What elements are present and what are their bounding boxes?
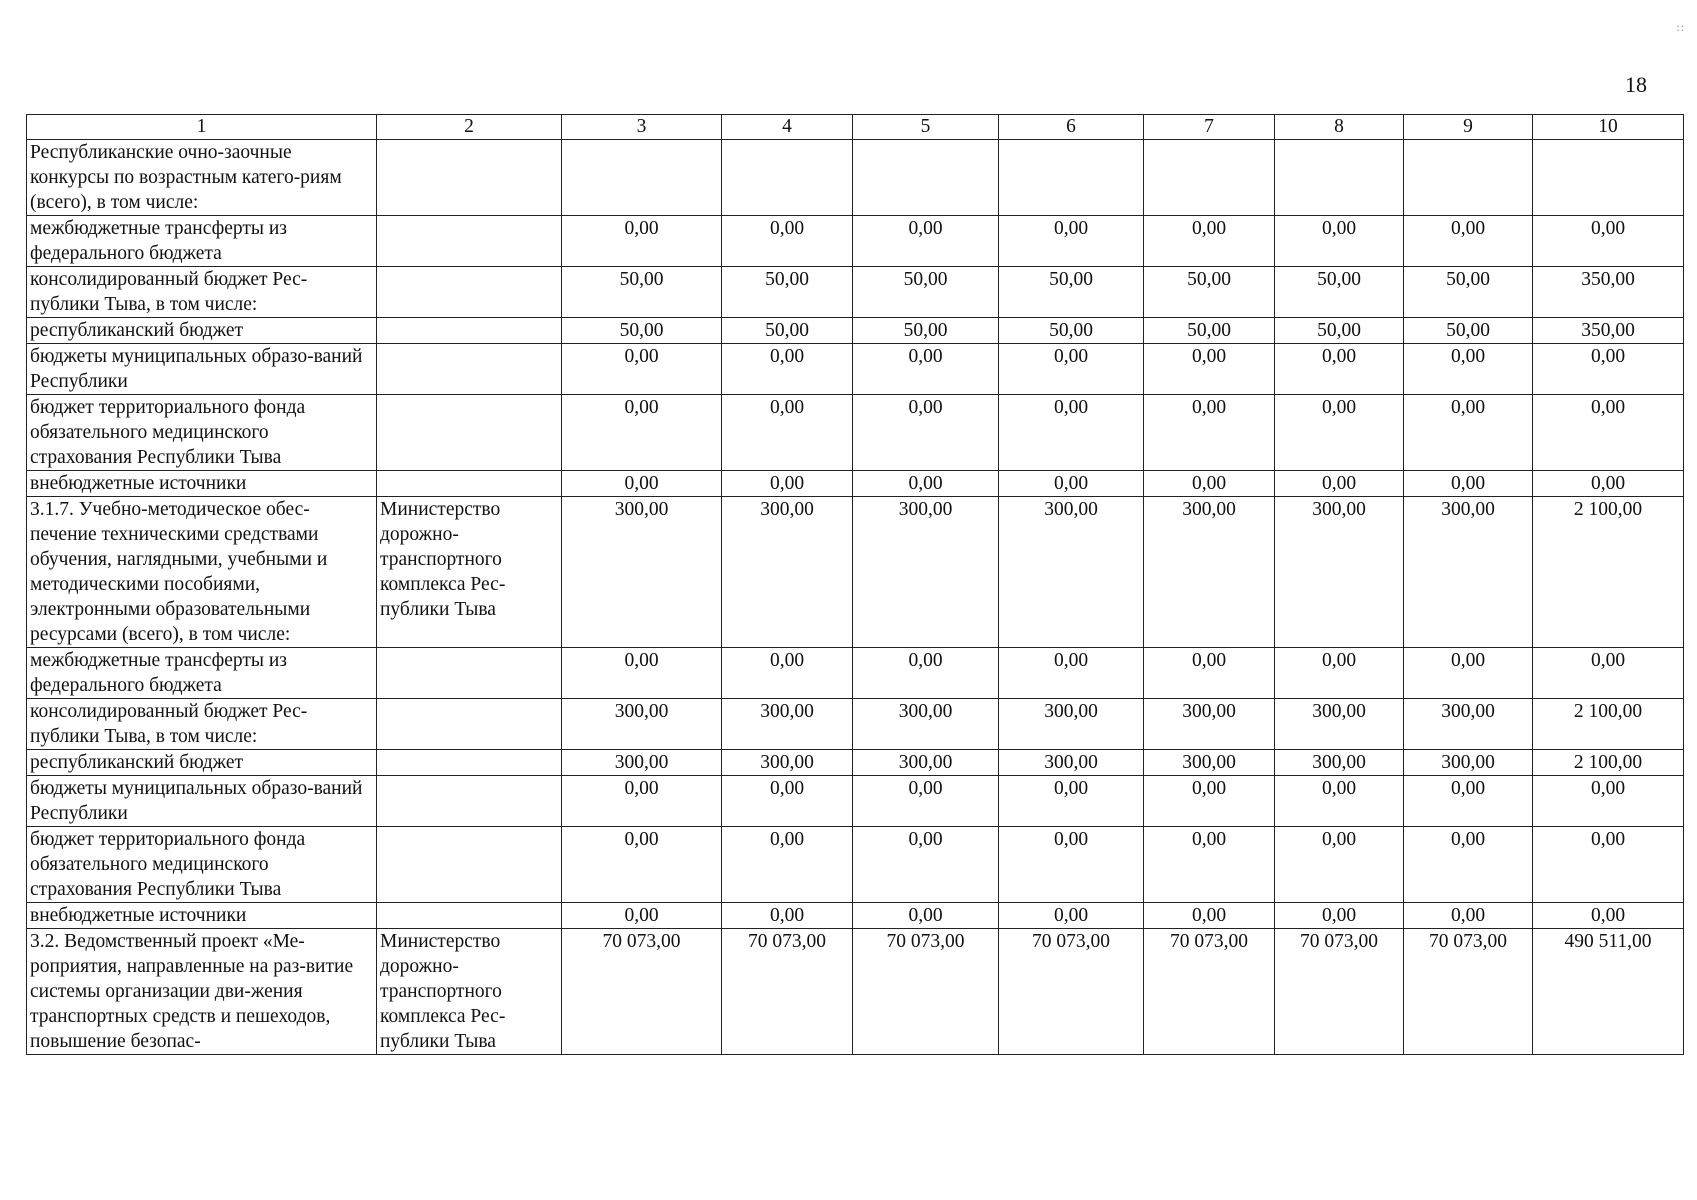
year-value-cell: 0,00 xyxy=(1275,827,1404,903)
year-value-cell: 0,00 xyxy=(1404,827,1533,903)
row-label-cell: межбюджетные трансферты из федерального бюджета xyxy=(27,216,377,267)
year-value-cell: 50,00 xyxy=(1275,267,1404,318)
year-value-cell xyxy=(1404,140,1533,216)
total-value-cell: 2 100,00 xyxy=(1533,699,1684,750)
row-label-cell: консолидированный бюджет Рес-публики Тыва, в том числе: xyxy=(27,699,377,750)
year-value-cell: 50,00 xyxy=(1275,318,1404,344)
total-value-cell: 490 511,00 xyxy=(1533,929,1684,1055)
year-value-cell: 0,00 xyxy=(853,648,999,699)
row-label-cell: внебюджетные источники xyxy=(27,903,377,929)
year-value-cell: 300,00 xyxy=(1144,750,1275,776)
executor-cell xyxy=(377,395,562,471)
year-value-cell: 50,00 xyxy=(722,267,853,318)
year-value-cell: 0,00 xyxy=(999,648,1144,699)
year-value-cell: 0,00 xyxy=(722,395,853,471)
row-label-cell: Республиканские очно-заочные конкурсы по возрастным катего-риям (всего), в том числе: xyxy=(27,140,377,216)
year-value-cell xyxy=(562,140,722,216)
year-value-cell: 50,00 xyxy=(562,267,722,318)
year-value-cell: 0,00 xyxy=(562,776,722,827)
year-value-cell: 300,00 xyxy=(853,699,999,750)
year-value-cell: 0,00 xyxy=(722,471,853,497)
column-number-row xyxy=(27,115,1684,140)
table-row xyxy=(27,827,1684,903)
executor-cell xyxy=(377,827,562,903)
table-row xyxy=(27,395,1684,471)
year-value-cell: 70 073,00 xyxy=(1404,929,1533,1055)
year-value-cell: 0,00 xyxy=(1404,776,1533,827)
total-value-cell: 2 100,00 xyxy=(1533,497,1684,648)
year-value-cell: 0,00 xyxy=(1404,903,1533,929)
year-value-cell: 0,00 xyxy=(1404,471,1533,497)
year-value-cell: 0,00 xyxy=(722,776,853,827)
year-value-cell: 70 073,00 xyxy=(999,929,1144,1055)
year-value-cell: 0,00 xyxy=(853,903,999,929)
year-value-cell: 0,00 xyxy=(562,344,722,395)
year-value-cell: 50,00 xyxy=(999,267,1144,318)
year-value-cell: 300,00 xyxy=(999,750,1144,776)
total-value-cell: 2 100,00 xyxy=(1533,750,1684,776)
year-value-cell: 50,00 xyxy=(853,318,999,344)
total-value-cell: 0,00 xyxy=(1533,471,1684,497)
year-value-cell: 300,00 xyxy=(1275,497,1404,648)
table-row xyxy=(27,750,1684,776)
year-value-cell: 300,00 xyxy=(1404,699,1533,750)
year-value-cell: 0,00 xyxy=(853,471,999,497)
year-value-cell: 70 073,00 xyxy=(853,929,999,1055)
year-value-cell: 300,00 xyxy=(853,497,999,648)
year-value-cell: 50,00 xyxy=(999,318,1144,344)
executor-cell xyxy=(377,216,562,267)
year-value-cell: 0,00 xyxy=(1144,216,1275,267)
row-label-cell: внебюджетные источники xyxy=(27,471,377,497)
row-label-cell: бюджеты муниципальных образо-ваний Республики xyxy=(27,776,377,827)
executor-cell: Министерство дорожно-транспортного комплекса Рес-публики Тыва xyxy=(377,497,562,648)
column-header: 10 xyxy=(1533,115,1684,140)
column-header: 9 xyxy=(1404,115,1533,140)
year-value-cell: 0,00 xyxy=(562,395,722,471)
year-value-cell: 70 073,00 xyxy=(1144,929,1275,1055)
table-row xyxy=(27,699,1684,750)
year-value-cell: 300,00 xyxy=(853,750,999,776)
year-value-cell: 300,00 xyxy=(1275,699,1404,750)
column-header: 3 xyxy=(562,115,722,140)
total-value-cell: 0,00 xyxy=(1533,648,1684,699)
year-value-cell: 0,00 xyxy=(1404,344,1533,395)
column-header: 1 xyxy=(27,115,377,140)
table-row xyxy=(27,903,1684,929)
year-value-cell xyxy=(999,140,1144,216)
year-value-cell: 0,00 xyxy=(1275,344,1404,395)
year-value-cell: 0,00 xyxy=(722,903,853,929)
year-value-cell: 0,00 xyxy=(722,827,853,903)
table-row xyxy=(27,216,1684,267)
year-value-cell: 50,00 xyxy=(722,318,853,344)
total-value-cell: 350,00 xyxy=(1533,318,1684,344)
year-value-cell: 300,00 xyxy=(722,750,853,776)
year-value-cell: 0,00 xyxy=(999,827,1144,903)
row-label-cell: республиканский бюджет xyxy=(27,318,377,344)
executor-cell xyxy=(377,471,562,497)
year-value-cell: 50,00 xyxy=(1404,267,1533,318)
year-value-cell: 0,00 xyxy=(722,648,853,699)
year-value-cell: 300,00 xyxy=(999,497,1144,648)
row-label-cell: 3.1.7. Учебно-методическое обес-печение техническими средствами обучения, наглядными, учебными и методическими пособиями, электронными образовательными ресурсами (всего), в том числе: xyxy=(27,497,377,648)
executor-cell xyxy=(377,344,562,395)
corner-mark: :: xyxy=(1676,20,1685,34)
table-row xyxy=(27,140,1684,216)
year-value-cell: 300,00 xyxy=(999,699,1144,750)
year-value-cell: 0,00 xyxy=(1275,776,1404,827)
table-row xyxy=(27,497,1684,648)
year-value-cell: 300,00 xyxy=(1275,750,1404,776)
year-value-cell xyxy=(1275,140,1404,216)
year-value-cell: 0,00 xyxy=(999,776,1144,827)
row-label-cell: бюджет территориального фонда обязательного медицинского страхования Республики Тыва xyxy=(27,827,377,903)
year-value-cell: 0,00 xyxy=(1275,395,1404,471)
executor-cell xyxy=(377,140,562,216)
year-value-cell: 300,00 xyxy=(562,699,722,750)
table-row xyxy=(27,344,1684,395)
year-value-cell: 70 073,00 xyxy=(722,929,853,1055)
column-header: 6 xyxy=(999,115,1144,140)
year-value-cell xyxy=(853,140,999,216)
year-value-cell: 0,00 xyxy=(999,395,1144,471)
executor-cell xyxy=(377,903,562,929)
year-value-cell: 0,00 xyxy=(1144,395,1275,471)
year-value-cell: 0,00 xyxy=(722,344,853,395)
executor-cell xyxy=(377,648,562,699)
total-value-cell: 0,00 xyxy=(1533,827,1684,903)
year-value-cell: 0,00 xyxy=(1144,471,1275,497)
year-value-cell: 0,00 xyxy=(853,344,999,395)
year-value-cell: 0,00 xyxy=(562,471,722,497)
year-value-cell: 0,00 xyxy=(1275,648,1404,699)
year-value-cell: 0,00 xyxy=(853,776,999,827)
row-label-cell: бюджет территориального фонда обязательного медицинского страхования Республики Тыва xyxy=(27,395,377,471)
total-value-cell: 0,00 xyxy=(1533,776,1684,827)
year-value-cell: 0,00 xyxy=(1144,648,1275,699)
total-value-cell xyxy=(1533,140,1684,216)
year-value-cell: 300,00 xyxy=(1144,699,1275,750)
year-value-cell: 0,00 xyxy=(1404,395,1533,471)
year-value-cell: 0,00 xyxy=(853,827,999,903)
year-value-cell: 0,00 xyxy=(853,216,999,267)
year-value-cell: 50,00 xyxy=(1144,267,1275,318)
table-row xyxy=(27,318,1684,344)
executor-cell xyxy=(377,750,562,776)
year-value-cell: 300,00 xyxy=(562,497,722,648)
year-value-cell: 0,00 xyxy=(1275,903,1404,929)
table-row xyxy=(27,776,1684,827)
column-header: 2 xyxy=(377,115,562,140)
year-value-cell: 0,00 xyxy=(562,827,722,903)
year-value-cell: 0,00 xyxy=(1275,471,1404,497)
year-value-cell: 70 073,00 xyxy=(1275,929,1404,1055)
total-value-cell: 0,00 xyxy=(1533,344,1684,395)
year-value-cell: 0,00 xyxy=(562,216,722,267)
year-value-cell: 0,00 xyxy=(1404,216,1533,267)
budget-table xyxy=(26,114,1684,1055)
year-value-cell: 50,00 xyxy=(562,318,722,344)
table-row xyxy=(27,267,1684,318)
year-value-cell: 50,00 xyxy=(1404,318,1533,344)
executor-cell xyxy=(377,776,562,827)
year-value-cell: 0,00 xyxy=(562,648,722,699)
year-value-cell: 300,00 xyxy=(722,497,853,648)
year-value-cell: 300,00 xyxy=(1144,497,1275,648)
total-value-cell: 350,00 xyxy=(1533,267,1684,318)
column-header: 5 xyxy=(853,115,999,140)
column-header: 4 xyxy=(722,115,853,140)
year-value-cell: 0,00 xyxy=(999,344,1144,395)
year-value-cell: 300,00 xyxy=(1404,750,1533,776)
year-value-cell xyxy=(722,140,853,216)
year-value-cell: 300,00 xyxy=(722,699,853,750)
year-value-cell: 0,00 xyxy=(722,216,853,267)
row-label-cell: межбюджетные трансферты из федерального бюджета xyxy=(27,648,377,699)
year-value-cell: 50,00 xyxy=(853,267,999,318)
year-value-cell: 50,00 xyxy=(1144,318,1275,344)
total-value-cell: 0,00 xyxy=(1533,395,1684,471)
total-value-cell: 0,00 xyxy=(1533,216,1684,267)
row-label-cell: 3.2. Ведомственный проект «Ме-роприятия, направленные на раз-витие системы организации дви-жения транспортных средств и пешеходов, повышение безопас- xyxy=(27,929,377,1055)
row-label-cell: республиканский бюджет xyxy=(27,750,377,776)
page-number: 18 xyxy=(1625,72,1647,97)
row-label-cell: консолидированный бюджет Рес-публики Тыва, в том числе: xyxy=(27,267,377,318)
year-value-cell: 0,00 xyxy=(999,903,1144,929)
year-value-cell: 300,00 xyxy=(1404,497,1533,648)
table-row xyxy=(27,471,1684,497)
executor-cell: Министерство дорожно-транспортного комплекса Рес-публики Тыва xyxy=(377,929,562,1055)
year-value-cell: 0,00 xyxy=(1144,776,1275,827)
year-value-cell: 300,00 xyxy=(562,750,722,776)
year-value-cell: 0,00 xyxy=(1144,827,1275,903)
year-value-cell: 0,00 xyxy=(1275,216,1404,267)
year-value-cell: 0,00 xyxy=(562,903,722,929)
column-header: 8 xyxy=(1275,115,1404,140)
year-value-cell: 0,00 xyxy=(1144,344,1275,395)
column-header: 7 xyxy=(1144,115,1275,140)
executor-cell xyxy=(377,699,562,750)
table-row xyxy=(27,929,1684,1055)
year-value-cell: 0,00 xyxy=(999,216,1144,267)
year-value-cell: 0,00 xyxy=(999,471,1144,497)
year-value-cell: 0,00 xyxy=(1404,648,1533,699)
year-value-cell: 70 073,00 xyxy=(562,929,722,1055)
total-value-cell: 0,00 xyxy=(1533,903,1684,929)
year-value-cell: 0,00 xyxy=(853,395,999,471)
year-value-cell: 0,00 xyxy=(1144,903,1275,929)
table-row xyxy=(27,648,1684,699)
executor-cell xyxy=(377,267,562,318)
year-value-cell xyxy=(1144,140,1275,216)
executor-cell xyxy=(377,318,562,344)
row-label-cell: бюджеты муниципальных образо-ваний Республики xyxy=(27,344,377,395)
